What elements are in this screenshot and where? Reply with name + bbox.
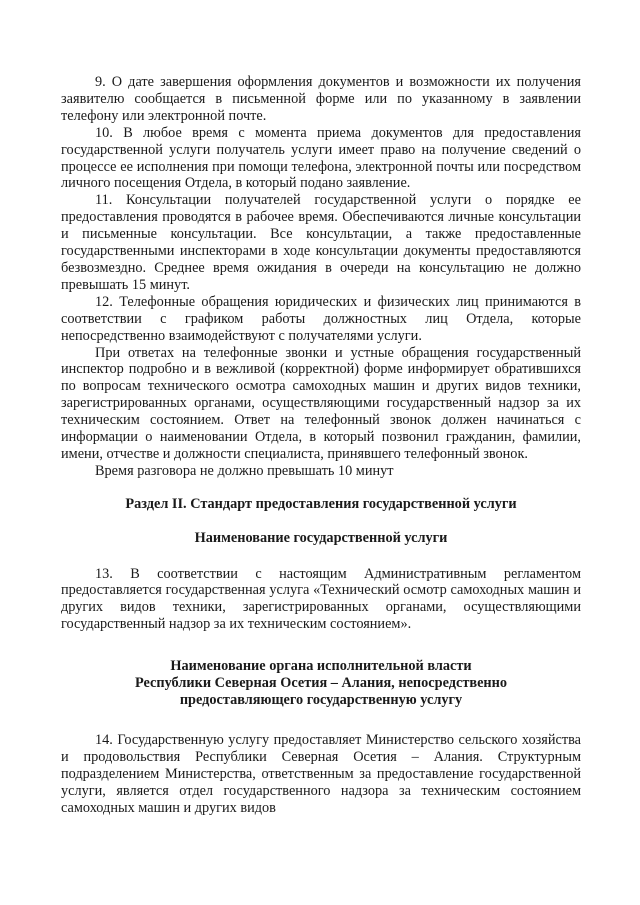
paragraph-10: 10. В любое время с момента приема документов для предоставления государственной услуги получатель услуги имеет право на получение сведений о процессе ее исполнения при помощи телефона, электронной почты или посредством личного посещения Отдела, в который подано заявление. [61, 124, 581, 192]
paragraph-call-duration: Время разговора не должно превышать 10 минут [95, 462, 394, 479]
paragraph-11: 11. Консультации получателей государственной услуги о порядке ее предоставления проводятся в рабочее время. Обеспечиваются личные консультации и письменные консультации. Все консультации, а также предоставленные государственными инспекторами в ходе консультации документы предоставляются безвозмездно. Среднее время ожидания в очереди на консультацию не должно превышать 15 минут. [61, 192, 581, 293]
org-heading [61, 658, 581, 709]
org-heading-line-3: предоставляющего государственную услугу [179, 692, 463, 708]
service-name-heading: Наименование государственной услуги [194, 529, 448, 546]
paragraph-9: 9. О дате завершения оформления документов и возможности их получения заявителю сообщается в письменной форме или по указанному в заявлении телефону или электронной почте. [61, 74, 581, 124]
org-heading-line-1: Наименование органа исполнительной власти [170, 658, 472, 675]
paragraph-13: 13. В соответствии с настоящим Административным регламентом предоставляется государственная услуга «Технический осмотр самоходных машин и других видов техники, зарегистрированных органами, осуществляющими государственный надзор за их техническим состоянием». [61, 565, 581, 633]
paragraph-12: 12. Телефонные обращения юридических и физических лиц принимаются в соответствии с графиком работы должностных лиц Отдела, которые непосредственно взаимодействуют с получателями услуги. [61, 293, 581, 344]
org-heading-line-2: Республики Северная Осетия – Алания, непосредственно [134, 675, 508, 692]
section-heading: Раздел II. Стандарт предоставления государственной услуги [125, 495, 517, 512]
paragraph-phone-answers: При ответах на телефонные звонки и устные обращения государственный инспектор подробно и в вежливой (корректной) форме информирует обратившихся по вопросам технического осмотра самоходных машин и других видов техники, зарегистрированных органами, осуществляющими государственный надзор за их техническим состоянием. Ответ на телефонный звонок должен начинаться с информации о наименовании Отдела, в который позвонил гражданин, фамилии, имени, отчестве и должности специалиста, принявшего телефонный звонок. [61, 344, 581, 462]
paragraph-14: 14. Государственную услугу предоставляет Министерство сельского хозяйства и продовольствия Республики Северная Осетия – Алания. Структурным подразделением Министерства, ответственным за предоставление государственной услуги, является отдел государственного надзора за техническим состоянием самоходных машин и других видов [61, 731, 581, 816]
